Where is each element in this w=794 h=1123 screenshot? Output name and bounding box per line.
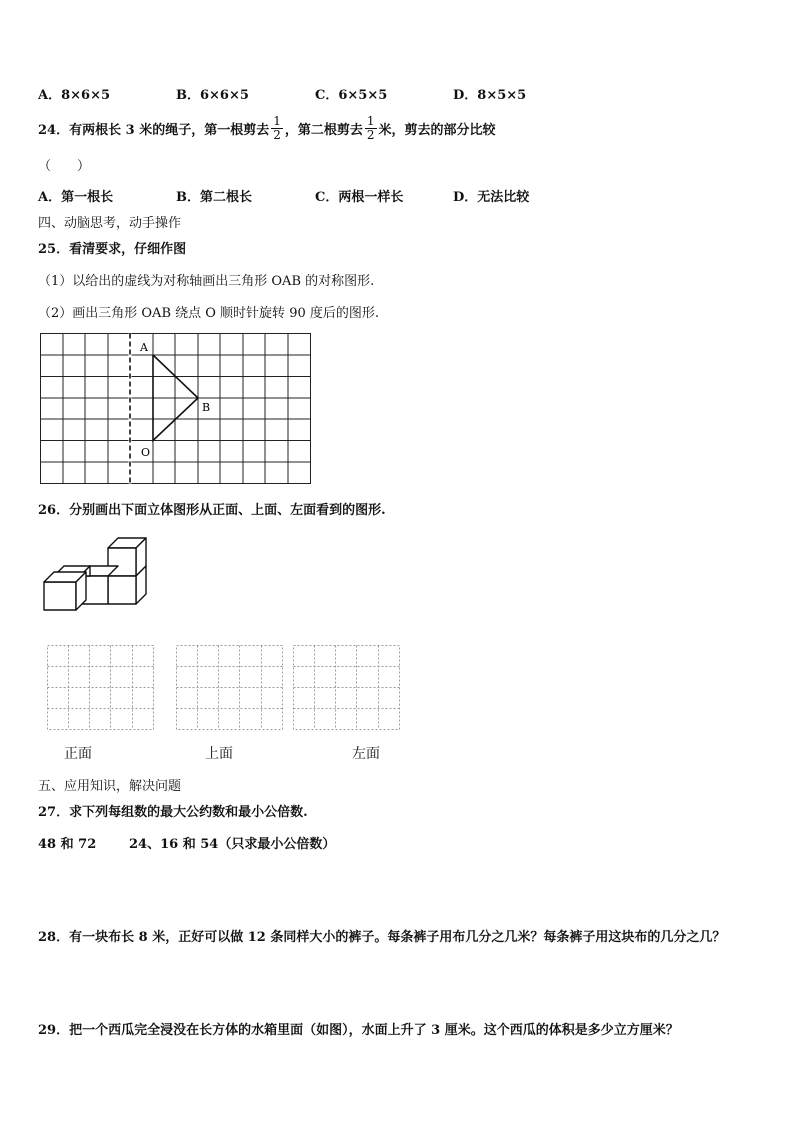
q24-fraction-1 xyxy=(271,115,283,142)
q24-text-c: 米，剪去的部分比较 xyxy=(378,122,496,138)
q25-grid-lines xyxy=(41,334,311,484)
q26-front-view-grid xyxy=(46,644,156,732)
q26-label-front: 正面 xyxy=(64,746,92,762)
q24-option-a: A．第一根长 xyxy=(38,190,114,205)
q26-left-view-grid xyxy=(292,644,402,732)
q26-label-top: 上面 xyxy=(205,746,233,762)
q24-option-b: B．第二根长 xyxy=(176,190,252,205)
q28-question: 28．有一块布长 8 米，正好可以做 12 条同样大小的裤子。每条裤子用布几分之几米？每条裤子用这块布的几分之几？ xyxy=(38,930,726,945)
q26-title: 26．分别画出下面立体图形从正面、上面、左面看到的图形. xyxy=(38,503,386,518)
cube-front-face xyxy=(108,576,136,604)
q24-frac1-denominator: 2 xyxy=(273,127,281,142)
q25-grid-figure xyxy=(38,332,314,486)
q25-label-b: B xyxy=(202,401,211,414)
q24-frac1-numerator: 1 xyxy=(273,113,281,128)
q24-frac2-numerator: 1 xyxy=(366,113,375,128)
q25-part-1: （1）以给出的虚线为对称轴画出三角形 OAB 的对称图形. xyxy=(38,274,375,289)
q24-question xyxy=(38,110,496,146)
q24-fraction-2 xyxy=(365,115,377,142)
q26-top-view-grid xyxy=(175,644,285,732)
q25-title: 25．看清要求，仔细作图 xyxy=(38,242,187,257)
q27-item-1: 48 和 72 xyxy=(38,837,97,852)
q24-answer-paren: （ ） xyxy=(38,159,91,174)
q26-label-left: 左面 xyxy=(352,746,380,762)
q24-option-c: C．两根一样长 xyxy=(315,190,404,205)
q24-frac2-denominator: 2 xyxy=(366,127,375,142)
section-4-heading: 四、动脑思考，动手操作 xyxy=(38,216,182,231)
q23-option-c: C．6×5×5 xyxy=(315,88,388,103)
q27-title: 27．求下列每组数的最大公约数和最小公倍数. xyxy=(38,805,308,820)
section-5-heading: 五、应用知识，解决问题 xyxy=(38,779,182,794)
q25-part-2: （2）画出三角形 OAB 绕点 O 顺时针旋转 90 度后的图形. xyxy=(38,306,379,321)
q24-text-b: ，第二根剪去 xyxy=(284,122,363,138)
q23-option-a: A．8×6×5 xyxy=(38,88,111,103)
q24-option-d: D．无法比较 xyxy=(453,190,530,205)
q23-option-b: B．6×6×5 xyxy=(176,88,249,103)
q25-label-o: O xyxy=(141,446,151,459)
q23-option-d: D．8×5×5 xyxy=(453,88,527,103)
q24-text-a: 24．有两根长 3 米的绳子，第一根剪去 xyxy=(38,122,270,138)
q25-label-a: A xyxy=(140,341,148,354)
q26-cube-figure xyxy=(40,534,150,614)
q27-item-2: 24、16 和 54（只求最小公倍数） xyxy=(129,837,336,852)
cube-front-face xyxy=(44,582,76,610)
q29-question: 29．把一个西瓜完全浸没在长方体的水箱里面（如图），水面上升了 3 厘米。这个西瓜的体积是多少立方厘米？ xyxy=(38,1023,679,1038)
